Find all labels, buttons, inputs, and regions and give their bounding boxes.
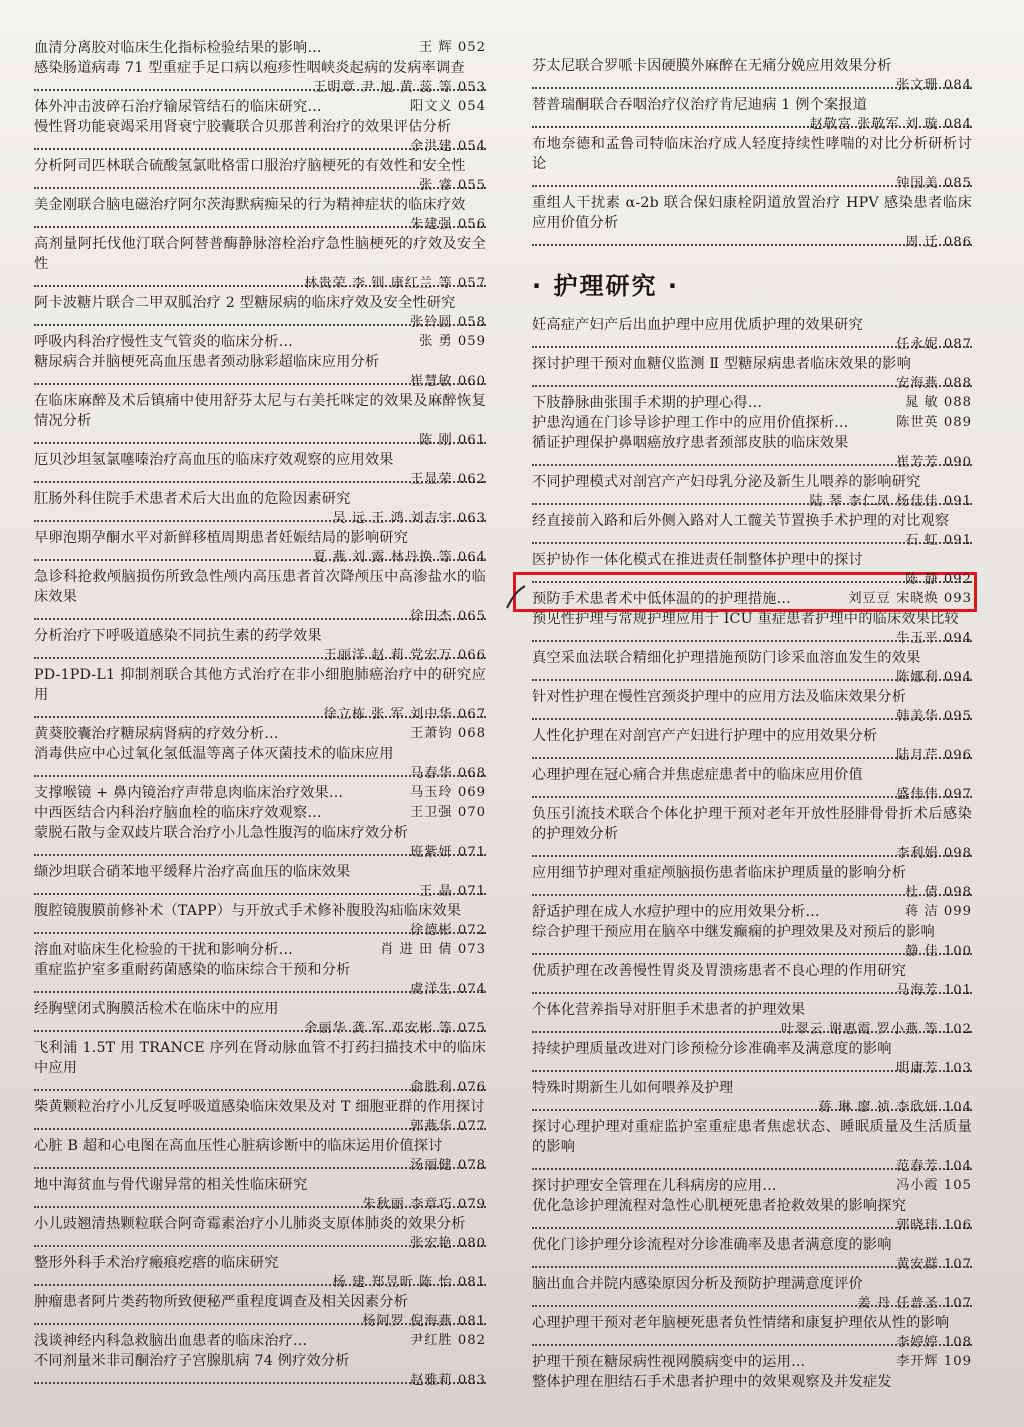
toc-entry <box>532 609 972 648</box>
toc-entry-title <box>34 38 486 58</box>
toc-entry <box>34 1331 486 1351</box>
toc-entry <box>532 393 972 413</box>
toc-entry-author-page: 陆 琴 李仁凤 杨佳佳 091 <box>809 494 972 509</box>
toc-entry-author-page: 黄安群 107 <box>896 1257 972 1272</box>
toc-entry <box>34 724 486 744</box>
toc-entry-title <box>532 1176 972 1196</box>
right-column-top-entries <box>532 56 972 252</box>
toc-entry-author-line <box>532 1294 972 1313</box>
toc-entry-author-line <box>532 1157 972 1176</box>
toc-entry-title: 缬沙坦联合硝苯地平缓释片治疗高血压的临床效果 <box>34 864 351 880</box>
toc-entry <box>532 648 972 687</box>
toc-entry-title: 负压引流技术联合个体化护理干预对老年开放性胫腓骨骨折术后感染的护理效分析 <box>532 806 972 842</box>
toc-entry <box>34 352 486 391</box>
toc-entry <box>532 433 972 472</box>
toc-entry-title-text: 探讨护理安全管理在儿科病房的应用… <box>532 1178 777 1194</box>
toc-entry-author-page: 郭燕华 077 <box>410 1119 486 1134</box>
toc-entry <box>532 413 972 433</box>
toc-entry-author-page: 任永妮 087 <box>896 337 972 352</box>
toc-entry-title: 布地奈德和孟鲁司特临床治疗成人轻度持续性哮喘的对比分析研析讨论 <box>532 136 972 172</box>
toc-entry-author-page: 王明章 尹 旭 黄 蕊 等 053 <box>313 80 486 95</box>
toc-entry-author-line <box>34 1312 486 1331</box>
toc-entry-title: PD-1PD-L1 抑制剂联合其他方式治疗在非小细胞肺癌治疗中的研究应用 <box>34 667 486 703</box>
toc-entry-title-text: 支撑喉镜 + 鼻内镜治疗声带息肉临床治疗效果… <box>34 785 344 801</box>
toc-entry-author-page: 尹红胜 082 <box>410 1333 486 1348</box>
toc-entry <box>532 56 972 95</box>
toc-entry <box>532 511 972 550</box>
toc-entry <box>34 1175 486 1214</box>
toc-entry-title: 优化门诊护理分诊流程对分诊准确率及患者满意度的影响 <box>532 1237 892 1253</box>
toc-entry-title-text: 护理干预在糖尿病性视网膜病变中的运用… <box>532 1354 806 1370</box>
toc-entry-author-line <box>34 843 486 862</box>
toc-entry-author-page: 马玉玲 069 <box>410 785 486 800</box>
toc-entry-author-page: 崔慧敏 060 <box>410 374 486 389</box>
toc-entry-author-line <box>34 78 486 97</box>
toc-entry-author-page: 李婷婷 108 <box>896 1335 972 1350</box>
toc-entry-title: 医护协作一体化模式在推进责任制整体护理中的探讨 <box>532 552 863 568</box>
toc-entry-author-page: 韩美华 095 <box>896 709 972 724</box>
toc-entry-title: 腹腔镜腹膜前修补术（TAPP）与开放式手术修补腹股沟疝临床效果 <box>34 903 462 919</box>
toc-entry-author-page: 晁 敏 088 <box>905 395 972 410</box>
toc-entry <box>532 1078 972 1117</box>
toc-entry-title: 应用细节护理对重症颅脑损伤患者临床护理质量的影响分析 <box>532 865 907 881</box>
toc-entry <box>532 315 972 354</box>
toc-entry <box>34 528 486 567</box>
toc-entry-title: 在临床麻醉及术后镇痛中使用舒芬太尼与右美托咪定的效果及麻醉恢复情况分析 <box>34 393 486 429</box>
toc-entry-author-page: 王显荣 062 <box>410 472 486 487</box>
toc-entry <box>532 1274 972 1313</box>
toc-entry-title: 不同剂量米非司酮治疗子宫腺肌病 74 例疗效分析 <box>34 1353 350 1369</box>
toc-entry-title-text: 护患沟通在门诊导诊护理工作中的应用价值探析… <box>532 415 849 431</box>
toc-entry <box>34 960 486 999</box>
toc-entry <box>34 862 486 901</box>
toc-entry <box>34 97 486 117</box>
toc-entry-title <box>532 902 972 922</box>
toc-entry <box>34 58 486 97</box>
toc-entry-title: 地中海贫血与骨代谢异常的相关性临床研究 <box>34 1177 308 1193</box>
toc-entry-author-page: 张文珊 084 <box>896 78 972 93</box>
toc-entry-author-page: 周 迁 086 <box>905 235 972 250</box>
toc-entry-author-page: 郭晓玮 106 <box>896 1218 972 1233</box>
toc-entry-author-page: 冯小霞 105 <box>896 1178 972 1193</box>
toc-entry-author-line <box>532 374 972 393</box>
toc-entry-title: 急诊科抢救颅脑损伤所致急性颅内高压患者首次降颅压中高渗盐水的临床效果 <box>34 569 486 605</box>
toc-entry-author-page: 王卫强 070 <box>410 805 486 820</box>
toc-entry-title-text: 体外冲击波碎石治疗输尿管结石的临床研究… <box>34 99 322 115</box>
toc-entry-author-line <box>532 335 972 354</box>
toc-entry-author-page: 马海芳 101 <box>896 983 972 998</box>
toc-entry-author-page: 杨 建 郑昱昕 陈 怡 081 <box>332 1275 486 1290</box>
toc-entry-title-text: 黄葵胶囊治疗糖尿病肾病的疗效分析… <box>34 726 279 742</box>
toc-entry-author-page: 安海燕 088 <box>896 376 972 391</box>
toc-entry-author-line <box>532 844 972 863</box>
toc-entry-author-line <box>34 1117 486 1136</box>
toc-entry-title: 脑出血合并院内感染原因分析及预防护理满意度评价 <box>532 1276 863 1292</box>
toc-entry-title: 持续护理质量改进对门诊预检分诊准确率及满意度的影响 <box>532 1041 892 1057</box>
toc-entry-author-line <box>34 607 486 626</box>
toc-entry <box>532 1372 972 1392</box>
toc-entry-title: 预见性护理与常规护理应用于 ICU 重症患者护理中的临床效果比较 <box>532 611 959 627</box>
toc-entry-author-page: 李开辉 109 <box>896 1354 972 1369</box>
toc-entry-title: 经直接前入路和后外侧入路对人工髋关节置换手术护理的对比观察 <box>532 513 950 529</box>
toc-entry <box>34 489 486 528</box>
toc-entry-title: 肿瘤患者阿片类药物所致便秘严重程度调查及相关因素分析 <box>34 1294 409 1310</box>
toc-entry-author-page: 余丽华 龚 军 邓安彬 等 075 <box>304 1021 486 1036</box>
toc-entry-author-line <box>532 629 972 648</box>
toc-entry <box>34 940 486 960</box>
toc-entry-title: 肛肠外科住院手术患者术后大出血的危险因素研究 <box>34 491 351 507</box>
section-title-nursing-research: · 护理研究 · <box>532 272 679 300</box>
toc-entry-title: 真空采血法联合精细化护理措施预防门诊采血溶血发生的效果 <box>532 650 921 666</box>
toc-entry <box>34 38 486 58</box>
toc-entry <box>532 1352 972 1372</box>
toc-entry <box>532 1176 972 1196</box>
toc-entry <box>34 823 486 862</box>
toc-entry-title: 经胸壁闭式胸膜活检术在临床中的应用 <box>34 1001 279 1017</box>
toc-entry <box>34 1292 486 1331</box>
toc-entry-title: 分析阿司匹林联合硫酸氢氯吡格雷口服治疗脑梗死的有效性和安全性 <box>34 158 466 174</box>
toc-entry-author-line <box>34 921 486 940</box>
toc-entry <box>34 195 486 234</box>
toc-entry-title: 优质护理在改善慢性胃炎及胃溃疡患者不良心理的作用研究 <box>532 963 907 979</box>
toc-entry-title <box>34 1331 486 1351</box>
toc-entry-title: 探讨护理干预对血糖仪监测 Ⅱ 型糖尿病患者临床效果的影响 <box>532 356 911 372</box>
toc-entry-title-text: 血清分离胶对临床生化指标检验结果的影响… <box>34 40 322 56</box>
toc-entry-title: 感染肠道病毒 71 型重症手足口病以疱疹性咽峡炎起病的发病率调查 <box>34 60 465 76</box>
toc-entry-title: 妊高症产妇产后出血护理中应用优质护理的效果研究 <box>532 317 863 333</box>
toc-entry-author-page: 王 晶 071 <box>419 884 486 899</box>
toc-entry-author-line <box>532 115 972 134</box>
toc-entry-title: 消毒供应中心过氧化氢低温等离子体灭菌技术的临床应用 <box>34 746 394 762</box>
toc-entry <box>34 332 486 352</box>
toc-entry-author-line <box>34 1195 486 1214</box>
toc-entry-title <box>34 724 486 744</box>
toc-entry <box>34 901 486 940</box>
toc-entry <box>532 95 972 134</box>
toc-entry-author-line <box>34 372 486 391</box>
toc-entry-title: 蒙脱石散与金双歧片联合治疗小儿急性腹泻的临床疗效分析 <box>34 825 409 841</box>
toc-entry-author-page: 杜 倩 098 <box>905 885 972 900</box>
toc-entry <box>34 744 486 783</box>
toc-entry-author-page: 张宏艳 080 <box>410 1236 486 1251</box>
toc-entry-title: 柴黄颗粒治疗小儿反复呼吸道感染临床效果及对 T 细胞亚群的作用探讨 <box>34 1099 485 1115</box>
toc-entry-title <box>34 332 486 352</box>
toc-entry-author-line <box>532 1059 972 1078</box>
toc-entry-title <box>532 413 972 433</box>
toc-entry-author-line <box>34 646 486 665</box>
toc-entry-title-text: 舒适护理在成人水痘护理中的应用效果分析… <box>532 904 820 920</box>
toc-entry-title: 芬太尼联合罗哌卡因硬膜外麻醉在无痛分娩应用效果分析 <box>532 58 892 74</box>
toc-entry-author-page: 林贵荣 李 钏 康红兰 等 057 <box>304 276 486 291</box>
toc-entry-title: 心理护理干预对老年脑梗死患者负性情绪和康复护理依从性的影响 <box>532 1315 950 1331</box>
right-column <box>532 56 972 1392</box>
toc-entry <box>532 354 972 393</box>
toc-entry <box>532 902 972 922</box>
toc-entry-author-line <box>532 531 972 550</box>
toc-entry-author-line <box>532 1333 972 1352</box>
toc-entry <box>532 193 972 252</box>
toc-entry-author-line <box>532 492 972 511</box>
toc-entry-title <box>34 803 486 823</box>
toc-entry-author-page: 吴 远 王 鸿 刘吉宇 063 <box>332 511 486 526</box>
toc-entry <box>34 626 486 665</box>
toc-entry-title <box>34 783 486 803</box>
toc-entry <box>532 134 972 193</box>
toc-entry-author-page: 徐立栋 张 军 刘中华 067 <box>323 707 486 722</box>
toc-entry-title: 心理护理在冠心痛合并焦虑症患者中的临床应用价值 <box>532 767 863 783</box>
toc-entry <box>532 922 972 961</box>
toc-entry-author-page: 陆月芹 096 <box>896 748 972 763</box>
toc-entry-title: 心脏 B 超和心电图在高血压性心脏病诊断中的临床运用价值探讨 <box>34 1138 443 1154</box>
toc-entry <box>532 726 972 765</box>
left-column <box>34 38 486 1390</box>
toc-entry-author-page: 钟国美 085 <box>896 176 972 191</box>
toc-entry-title: 替普瑞酮联合吞咽治疗仪治疗肯尼迪病 1 例个案报道 <box>532 97 868 113</box>
toc-entry-author-line <box>34 313 486 332</box>
toc-entry <box>532 1000 972 1039</box>
toc-entry-author-page: 范春芳 104 <box>896 1159 972 1174</box>
toc-entry-author-page: 虞洋生 074 <box>410 982 486 997</box>
toc-entry-author-line <box>34 274 486 293</box>
toc-entry-title: 重组人干扰素 α-2b 联合保妇康栓阴道放置治疗 HPV 感染患者临床应用价值分析 <box>532 195 972 231</box>
toc-entry-author-line <box>34 1371 486 1390</box>
toc-entry-title <box>34 940 486 960</box>
toc-entry-title: 阿卡波糖片联合二甲双胍治疗 2 型糖尿病的临床疗效及安全性研究 <box>34 295 456 311</box>
toc-entry <box>34 803 486 823</box>
toc-entry-title: 循证护理保护鼻咽癌放疗患者颈部皮肤的临床效果 <box>532 435 849 451</box>
toc-entry-author-page: 盛伟伟 097 <box>896 787 972 802</box>
toc-entry-author-page: 阳文义 054 <box>410 99 486 114</box>
toc-entry <box>34 117 486 156</box>
toc-entry-author-page: 肖 进 田 倩 073 <box>380 942 486 957</box>
toc-entry-title: 探讨心理护理对重症监护室重症患者焦虑状态、睡眠质量及生活质量的影响 <box>532 1119 972 1155</box>
toc-entry <box>34 293 486 332</box>
toc-entry <box>532 687 972 726</box>
right-column-nursing-entries <box>532 315 972 1392</box>
toc-entry-author-line <box>34 1156 486 1175</box>
toc-entry-title: 优化急诊护理流程对急性心肌梗死患者抢救效果的影响探究 <box>532 1198 907 1214</box>
toc-entry-author-page: 朱秋丽 李章巧 079 <box>362 1197 486 1212</box>
toc-entry-author-page: 徐德彬 072 <box>410 923 486 938</box>
toc-entry-author-line <box>34 215 486 234</box>
toc-entry <box>34 567 486 626</box>
toc-entry-author-page: 班紫妍 071 <box>410 845 486 860</box>
toc-entry-title-text: 中西医结合内科治疗脑血栓的临床疗效观察… <box>34 805 322 821</box>
toc-entry-title <box>532 393 972 413</box>
toc-entry-author-line <box>34 1234 486 1253</box>
toc-entry <box>34 1038 486 1097</box>
toc-entry-author-page: 赵雅莉 083 <box>410 1373 486 1388</box>
toc-entry-author-line <box>532 174 972 193</box>
toc-entry-author-page: 姜 丹 任普圣 107 <box>857 1296 972 1311</box>
toc-entry-author-line <box>532 942 972 961</box>
toc-entry-author-page: 李利娟 098 <box>896 846 972 861</box>
toc-entry <box>532 765 972 804</box>
toc-entry-author-line <box>34 137 486 156</box>
toc-entry-author-line <box>34 705 486 724</box>
toc-entry-author-line <box>532 668 972 687</box>
toc-entry-title: 厄贝沙坦氢氯噻嗪治疗高血压的临床疗效观察的应用效果 <box>34 452 394 468</box>
toc-entry-title: 重症监护室多重耐药菌感染的临床综合干预和分析 <box>34 962 351 978</box>
toc-entry-title: 个体化营养指导对肝胆手术患者的护理效果 <box>532 1002 806 1018</box>
toc-entry-author-line <box>34 1019 486 1038</box>
toc-entry-author-page: 朱建强 056 <box>410 217 486 232</box>
toc-entry-author-page: 夏 燕 刘 露 林丹换 等 064 <box>313 550 486 565</box>
toc-entry <box>532 863 972 902</box>
toc-entry-author-page: 张 睿 055 <box>419 178 486 193</box>
toc-entry-title <box>34 97 486 117</box>
toc-entry-title: 飞利浦 1.5T 用 TRANCE 序列在肾动脉血管不打药扫描技术中的临床中应用 <box>34 1040 486 1076</box>
toc-entry-author-line <box>532 707 972 726</box>
toc-entry-author-page: 张铃圆 058 <box>410 315 486 330</box>
toc-entry-author-page: 杨阿罗 倪海燕 081 <box>362 1314 486 1329</box>
toc-entry-title: 美金刚联合脑电磁治疗阿尔茨海默病痴呆的行为精神症状的临床疗效 <box>34 197 466 213</box>
toc-entry-author-line <box>532 1098 972 1117</box>
toc-entry-author-page: 俞胜利 076 <box>410 1080 486 1095</box>
toc-entry-author-page: 静 佳 100 <box>905 944 972 959</box>
toc-entry-title-text: 呼吸内科治疗慢性支气管炎的临床分析… <box>34 334 293 350</box>
toc-entry-author-page: 陈娜利 094 <box>896 670 972 685</box>
toc-entry-author-line <box>34 509 486 528</box>
toc-entry-title: 针对性护理在慢性宫颈炎护理中的应用方法及临床效果分析 <box>532 689 907 705</box>
toc-entry-author-page: 赵敬富 张敬军 刘 璇 084 <box>809 117 972 132</box>
toc-entry-author-line <box>532 453 972 472</box>
toc-entry-author-line <box>34 548 486 567</box>
toc-entry-author-page: 明庸芳 103 <box>896 1061 972 1076</box>
toc-entry <box>532 1039 972 1078</box>
toc-entry-title: 整体护理在胆结石手术患者护理中的效果观察及并发症发 <box>532 1374 892 1390</box>
toc-entry-author-page: 蒋 洁 099 <box>905 904 972 919</box>
toc-entry <box>34 1136 486 1175</box>
toc-entry <box>34 156 486 195</box>
toc-entry <box>34 1351 486 1390</box>
toc-entry-author-line <box>532 1255 972 1274</box>
toc-entry-author-line <box>532 233 972 252</box>
toc-entry-author-page: 陈 静 092 <box>905 572 972 587</box>
toc-entry-author-line <box>34 176 486 195</box>
toc-entry-author-page: 蒋 琳 廖 祯 李欣妍 104 <box>818 1100 972 1115</box>
toc-entry <box>34 234 486 293</box>
toc-entry <box>532 472 972 511</box>
toc-entry-title: 糖尿病合并脑梗死高血压患者颈动脉彩超临床应用分析 <box>34 354 380 370</box>
toc-entry <box>34 391 486 450</box>
toc-entry-title-text: 预防手术患者术中低体温的的护理措施… <box>532 591 791 607</box>
toc-entry-author-line <box>34 1273 486 1292</box>
toc-entry-author-line <box>34 882 486 901</box>
toc-entry <box>34 999 486 1038</box>
toc-entry-title: 人性化护理在对剖宫产产妇进行护理中的应用效果分析 <box>532 728 878 744</box>
toc-entry <box>532 1117 972 1176</box>
toc-entry-author-line <box>34 764 486 783</box>
toc-entry-title-text: 下肢静脉曲张围手术期的护理心得… <box>532 395 763 411</box>
toc-entry-author-line <box>532 981 972 1000</box>
toc-entry <box>34 1214 486 1253</box>
toc-entry <box>532 961 972 1000</box>
toc-entry-author-line <box>34 1078 486 1097</box>
toc-entry-title: 整形外科手术治疗瘢痕疙瘩的临床研究 <box>34 1255 279 1271</box>
toc-entry <box>34 450 486 489</box>
toc-entry <box>532 1235 972 1274</box>
toc-entry-author-page: 崔芳芳 090 <box>896 455 972 470</box>
toc-entry-author-page: 牛玉平 094 <box>896 631 972 646</box>
toc-entry-author-page: 陈 刚 061 <box>419 433 486 448</box>
toc-entry-author-line <box>34 980 486 999</box>
toc-entry-title-text: 溶血对临床生化检验的干扰和影响分析… <box>34 942 293 958</box>
toc-entry-title <box>532 1352 972 1372</box>
toc-entry-author-line <box>532 785 972 804</box>
toc-entry-title: 高剂量阿托伐他汀联合阿替普酶静脉溶栓治疗急性脑梗死的疗效及安全性 <box>34 236 486 272</box>
toc-entry-author-page: 余洪建 054 <box>410 139 486 154</box>
toc-entry <box>532 1313 972 1352</box>
toc-entry-title: 不同护理模式对剖宫产产妇母乳分泌及新生儿喂养的影响研究 <box>532 474 921 490</box>
toc-entry-author-page: 马春华 068 <box>410 766 486 781</box>
toc-entry-author-line <box>34 470 486 489</box>
toc-entry-author-page: 汤丽健 078 <box>410 1158 486 1173</box>
toc-entry-author-line <box>532 76 972 95</box>
toc-entry-title: 特殊时期新生儿如何喂养及护理 <box>532 1080 734 1096</box>
toc-entry-author-page: 王丽洋 赵 莉 党宏万 066 <box>323 648 486 663</box>
toc-entry-title: 分析治疗下呼吸道感染不同抗生素的药学效果 <box>34 628 322 644</box>
toc-entry-author-page: 王 辉 052 <box>419 40 486 55</box>
toc-entry-author-line <box>532 883 972 902</box>
toc-entry-title-text: 浅谈神经内科急救脑出血患者的临床治疗… <box>34 1333 308 1349</box>
toc-entry-author-line <box>34 431 486 450</box>
toc-entry <box>34 1097 486 1136</box>
toc-entry <box>34 1253 486 1292</box>
toc-entry-title: 早卵泡期孕酮水平对新鲜移植周期患者妊娠结局的影响研究 <box>34 530 409 546</box>
toc-entry <box>34 783 486 803</box>
handwritten-check-mark <box>503 582 529 612</box>
toc-entry-title: 综合护理干预应用在脑卒中继发癫痫的护理效果及对预后的影响 <box>532 924 935 940</box>
toc-entry-author-page: 徐田杰 065 <box>410 609 486 624</box>
toc-entry-title: 慢性肾功能衰竭采用肾衰宁胶囊联合贝那普利治疗的效果评估分析 <box>34 119 452 135</box>
toc-entry-author-line <box>532 746 972 765</box>
toc-entry-author-page: 石 虹 091 <box>905 533 972 548</box>
toc-entry-author-page: 张 勇 059 <box>419 334 486 349</box>
toc-entry-author-page: 陈世英 089 <box>896 415 972 430</box>
toc-entry-author-line <box>532 1216 972 1235</box>
toc-entry-title: 小儿豉翘清热颗粒联合阿奇霉素治疗小儿肺炎支原体肺炎的效果分析 <box>34 1216 466 1232</box>
toc-entry-author-line <box>532 1020 972 1039</box>
toc-entry-author-page: 刘豆豆 宋晓焕 093 <box>848 591 972 606</box>
toc-entry <box>34 665 486 724</box>
toc-entry <box>532 804 972 863</box>
toc-entry <box>532 1196 972 1235</box>
toc-entry-author-page: 王萧钧 068 <box>410 726 486 741</box>
toc-entry-author-page: 叶翠云 谢惠霞 罗小燕 等 102 <box>781 1022 972 1037</box>
